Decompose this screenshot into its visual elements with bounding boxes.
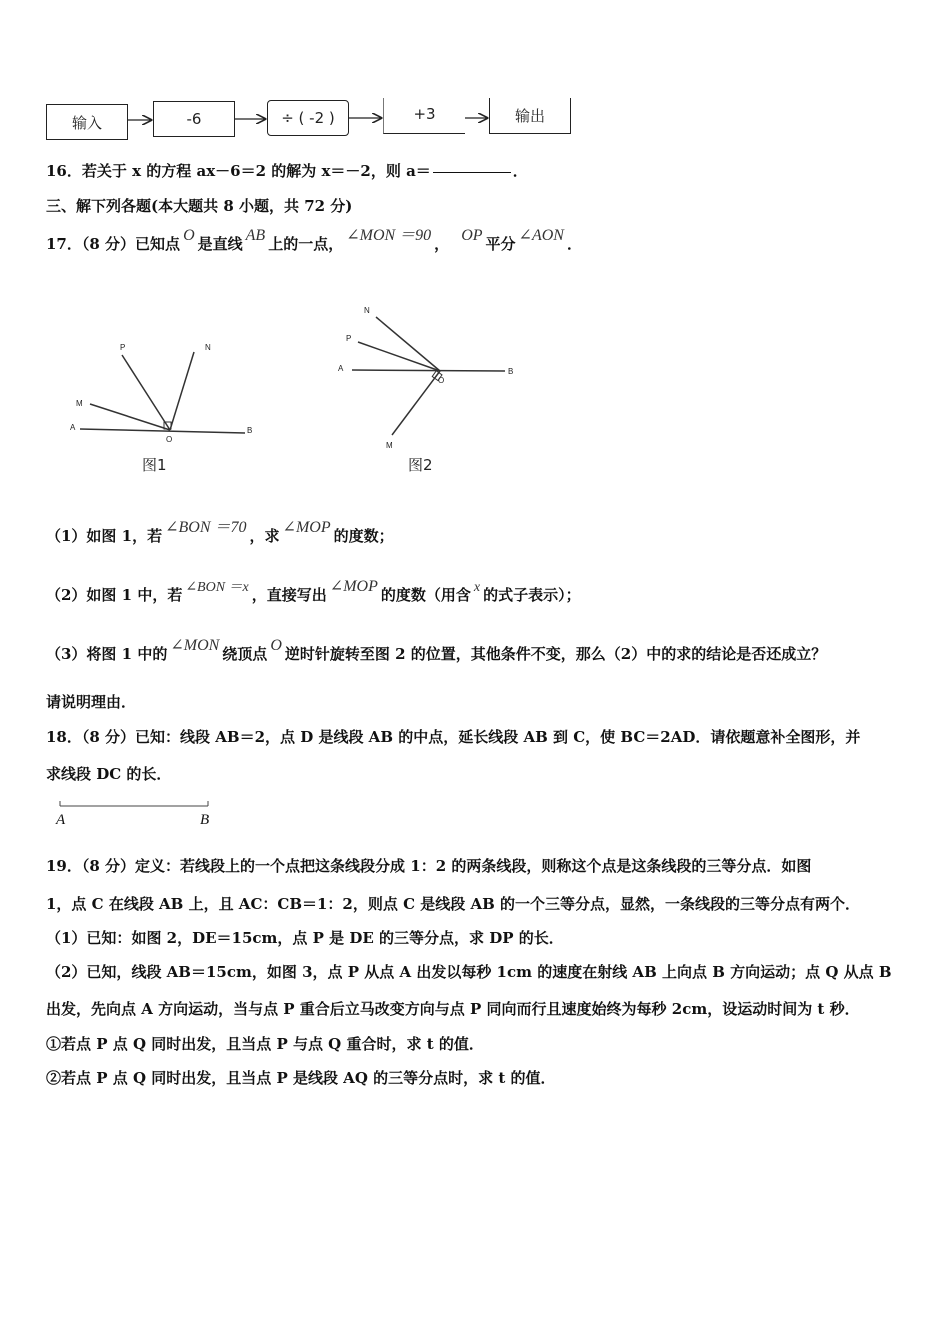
fig2-label-B: B: [508, 367, 514, 376]
fig2-label-O: O: [438, 376, 445, 385]
q17-t1: 已知点: [135, 235, 181, 253]
q17-number: 17．: [46, 235, 82, 253]
q17-math-O: O: [183, 227, 195, 244]
fig2-label-N: N: [364, 306, 370, 315]
q17-p2-math-x: x: [473, 580, 481, 595]
q17-t2: 是直线: [197, 235, 243, 253]
q17-part-3: [46, 637, 827, 665]
flow-arrows: [0, 90, 600, 150]
q17-p3-a: （3）将图 1 中的: [46, 645, 168, 663]
flow-step2-label: ÷ ( -2 ): [281, 109, 335, 127]
fig2-caption: 图2: [408, 456, 433, 474]
fig1-ray-OM: [90, 404, 170, 430]
q19-line-4: （2）已知，线段 AB＝15cm，如图 3，点 P 从点 A 出发以每秒 1cm 的速度在射线 AB 上向点 B 方向运动；点 Q 从点 B: [46, 963, 892, 981]
fig1-label-P: P: [120, 343, 126, 352]
q17-math-OP: OP: [461, 227, 483, 244]
q18-segment-AB: [55, 798, 225, 812]
section-3-title: 三、解下列各题(本大题共 8 小题，共 72 分): [46, 197, 353, 215]
q17-p3-math-O: O: [270, 637, 282, 654]
q17-p2-d: 的式子表示）；: [483, 586, 581, 604]
q17-p1-b: ，求: [249, 527, 280, 545]
fig1-ray-ON: [170, 352, 194, 430]
q17-p1-math-MOP: ∠MOP: [282, 519, 331, 536]
fig1-label-N: N: [205, 343, 211, 352]
q17-p1-c: 的度数；: [333, 527, 394, 545]
q17-part-1: [46, 519, 394, 547]
q17-math-MON: ∠MON ＝90: [346, 227, 432, 244]
q17-part-3-continued: 请说明理由．: [46, 693, 137, 711]
q16-text: 16．若关于 x 的方程 ax－6＝2 的解为 x＝－2，则 a＝: [46, 162, 431, 180]
q17-t5: 平分: [485, 235, 516, 253]
fig2-line-AB: [352, 370, 505, 371]
q19-line-3: （1）已知：如图 2，DE＝15cm，点 P 是 DE 的三等分点，求 DP 的长．: [46, 929, 564, 947]
q18-line-1: 18．（8 分）已知：线段 AB＝2，点 D 是线段 AB 的中点，延长线段 AB 到 C，使 BC＝2AD．请依题意补全图形，并: [46, 728, 861, 746]
q17-p3-math-MON: ∠MON: [170, 637, 220, 654]
q18-label-B: B: [200, 812, 210, 828]
fig1-ray-OP: [122, 355, 170, 430]
q17-math-AON: ∠AON: [518, 227, 564, 244]
q18-label-A: A: [56, 812, 66, 828]
q17-p2-math-MOP: ∠MOP: [329, 578, 378, 595]
q17-p2-b: ，直接写出: [251, 586, 327, 604]
flow-input-label: 输入: [71, 113, 102, 132]
q17-figure-1: [60, 330, 280, 480]
fig2-ray-ON: [376, 317, 440, 371]
q17-p3-c: 逆时针旋转至图 2 的位置，其他条件不变，那么（2）中的求的结论是否还成立？: [284, 645, 827, 663]
q17-score: （8 分）: [81, 235, 136, 253]
q18-line-2: 求线段 DC 的长．: [46, 765, 172, 783]
q17-p2-a: （2）如图 1 中，若: [46, 586, 183, 604]
fig1-label-B: B: [247, 426, 253, 435]
fig1-label-A: A: [70, 423, 76, 432]
flow-step1-label: -6: [186, 110, 202, 128]
fig1-caption: 图1: [142, 456, 167, 474]
q17-t4: ，: [434, 235, 450, 253]
q17-p1-a: （1）如图 1，若: [46, 527, 163, 545]
q17-figure-2: [330, 295, 540, 485]
q17-t3: 上的一点，: [268, 235, 344, 253]
fig1-line-AB: [80, 429, 245, 433]
flow-step3-label: +3: [413, 104, 436, 123]
q19-line-1: 19．（8 分）定义：若线段上的一个点把这条线段分成 1：2 的两条线段，则称这个点是这条线段的三等分点．如图: [46, 857, 812, 875]
q17-p3-b: 绕顶点: [222, 645, 268, 663]
q17-part-2: [46, 578, 581, 607]
fig2-ray-OP: [358, 342, 440, 371]
q19-line-7: ②若点 P 点 Q 同时出发，且当点 P 是线段 AQ 的三等分点时，求 t 的值．: [46, 1069, 556, 1087]
q17-p2-math-BON: ∠BON ＝x: [185, 580, 249, 595]
question-17-stem: [46, 227, 582, 255]
q19-line-2: 1，点 C 在线段 AB 上，且 AC：CB＝1：2，则点 C 是线段 AB 的一个三等分点，显然，一条线段的三等分点有两个．: [46, 895, 861, 913]
q16-answer-blank: [433, 172, 511, 173]
q17-t6: ．: [566, 235, 582, 253]
fig2-ray-OM: [392, 371, 440, 435]
fig1-label-M: M: [76, 399, 83, 408]
q17-p2-c: 的度数（用含: [380, 586, 471, 604]
q17-math-AB: AB: [245, 227, 266, 244]
q16-end: ．: [512, 162, 528, 180]
fig2-label-M: M: [386, 441, 393, 450]
question-16: [46, 161, 528, 181]
flow-output-label: 输出: [514, 107, 545, 125]
fig1-label-O: O: [166, 435, 173, 444]
fig2-label-A: A: [338, 364, 344, 373]
q19-line-5: 出发，先向点 A 方向运动，当与点 P 重合后立马改变方向与点 P 同向而行且速度始终为每秒 2cm，设运动时间为 t 秒．: [46, 1000, 860, 1018]
q17-p1-math-BON: ∠BON ＝70: [165, 519, 247, 536]
q19-line-6: ①若点 P 点 Q 同时出发，且当点 P 与点 Q 重合时，求 t 的值．: [46, 1035, 484, 1053]
fig2-label-P: P: [346, 334, 352, 343]
